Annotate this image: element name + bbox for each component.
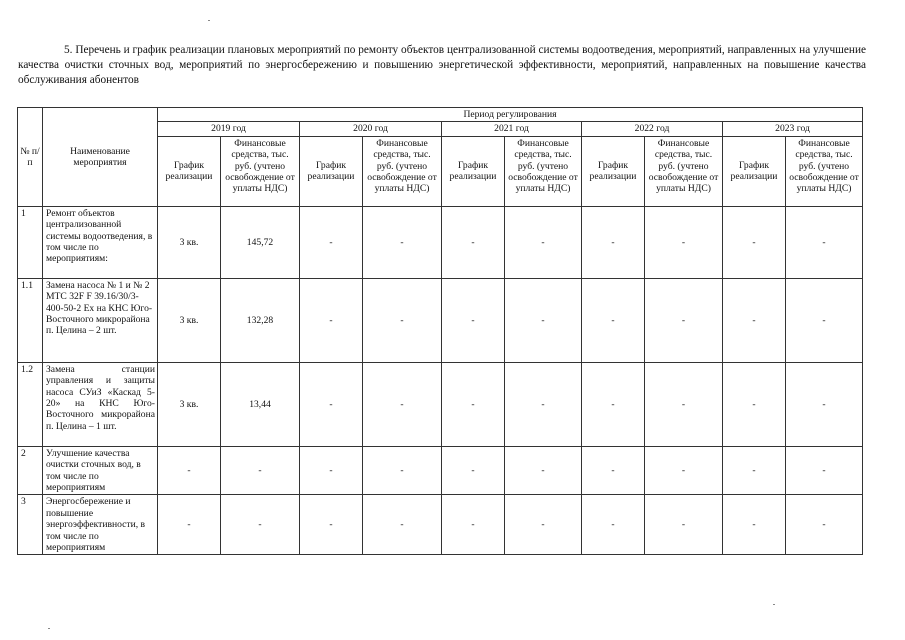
schedule-cell: - [300,446,363,495]
row-number: 1.2 [18,362,43,446]
table-row [18,278,863,362]
schedule-cell: - [300,278,363,362]
finance-cell: - [786,206,863,278]
schedule-cell: - [158,495,221,555]
year-header: 2019 год [158,122,300,136]
finance-cell: - [645,362,723,446]
row-name: Энергосбережение и повышение энергоэффективности, в том числе по мероприятиям [43,495,158,555]
table-body [18,206,863,555]
finance-cell: - [505,495,582,555]
table-row [18,495,863,555]
schedule-cell: - [442,206,505,278]
schedule-cell: - [582,206,645,278]
finance-cell: 13,44 [221,362,300,446]
table-row [18,446,863,495]
schedule-cell: - [723,278,786,362]
schedule-cell: 3 кв. [158,362,221,446]
finance-cell: - [505,278,582,362]
finance-cell: - [786,495,863,555]
schedule-cell: - [723,446,786,495]
schedule-cell: - [582,362,645,446]
year-header: 2023 год [723,122,863,136]
finance-cell: - [363,278,442,362]
col-header-num: № п/п [18,108,43,207]
schedule-cell: 3 кв. [158,278,221,362]
row-name: Замена насоса № 1 и № 2 МТС 32F F 39.16/30/3-400-50-2 Ex на КНС Юго-Восточного микрорайона п. Целина – 2 шт. [43,278,158,362]
finance-cell: - [645,446,723,495]
schedule-cell: 3 кв. [158,206,221,278]
finance-cell: - [505,362,582,446]
finance-cell: - [786,362,863,446]
period-header: Период регулирования [158,108,863,122]
year-header: 2021 год [442,122,582,136]
schedule-cell: - [582,446,645,495]
row-name: Замена станции управления и защиты насоса СУиЗ «Каскад 5-20» на КНС Юго-Восточного микрорайона п. Целина – 1 шт. [43,362,158,446]
row-name: Ремонт объектов централизованной системы водоотведения, в том числе по мероприятиям: [43,206,158,278]
schedule-header: График реализации [158,136,221,206]
table-row [18,206,863,278]
finance-cell: - [505,446,582,495]
finance-cell: - [363,446,442,495]
finance-cell: - [645,495,723,555]
schedule-cell: - [442,495,505,555]
schedule-cell: - [300,495,363,555]
finance-cell: - [363,206,442,278]
schedule-cell: - [582,278,645,362]
section-heading: 5. Перечень и график реализации плановых мероприятий по ремонту объектов централизованной системы водоотведения, мероприятий, направленных на улучшение качества очистки сточных вод, мероприятий по энергосбережению и повышению энергетической эффективности, мероприятий, направленных на повышение качества обслуживания абонентов [18,44,866,86]
finance-cell: - [221,446,300,495]
finance-header: Финансовые средства, тыс. руб. (учтено освобождение от уплаты НДС) [645,136,723,206]
schedule-header: График реализации [582,136,645,206]
schedule-cell: - [158,446,221,495]
schedule-cell: - [723,495,786,555]
finance-cell: 132,28 [221,278,300,362]
finance-cell: - [363,495,442,555]
schedule-header: График реализации [300,136,363,206]
finance-cell: - [786,278,863,362]
finance-cell: - [363,362,442,446]
schedule-header: График реализации [442,136,505,206]
scan-speck [208,20,210,21]
finance-header: Финансовые средства, тыс. руб. (учтено освобождение от уплаты НДС) [786,136,863,206]
finance-cell: - [505,206,582,278]
schedule-cell: - [442,278,505,362]
scan-speck [48,628,50,629]
finance-header: Финансовые средства, тыс. руб. (учтено освобождение от уплаты НДС) [221,136,300,206]
row-number: 3 [18,495,43,555]
year-header: 2022 год [582,122,723,136]
finance-cell: - [221,495,300,555]
schedule-header: График реализации [723,136,786,206]
schedule-cell: - [442,362,505,446]
plan-table [17,107,863,555]
finance-cell: - [645,206,723,278]
row-number: 2 [18,446,43,495]
row-name: Улучшение качества очистки сточных вод, в том числе по мероприятиям [43,446,158,495]
schedule-cell: - [442,446,505,495]
schedule-cell: - [723,362,786,446]
finance-cell: - [645,278,723,362]
finance-header: Финансовые средства, тыс. руб. (учтено освобождение от уплаты НДС) [505,136,582,206]
scan-speck [773,604,775,605]
schedule-cell: - [300,362,363,446]
schedule-cell: - [582,495,645,555]
schedule-cell: - [300,206,363,278]
finance-header: Финансовые средства, тыс. руб. (учтено освобождение от уплаты НДС) [363,136,442,206]
row-number: 1 [18,206,43,278]
schedule-cell: - [723,206,786,278]
finance-cell: - [786,446,863,495]
col-header-name: Наименование мероприятия [43,108,158,207]
table-row [18,362,863,446]
row-number: 1.1 [18,278,43,362]
finance-cell: 145,72 [221,206,300,278]
year-header: 2020 год [300,122,442,136]
